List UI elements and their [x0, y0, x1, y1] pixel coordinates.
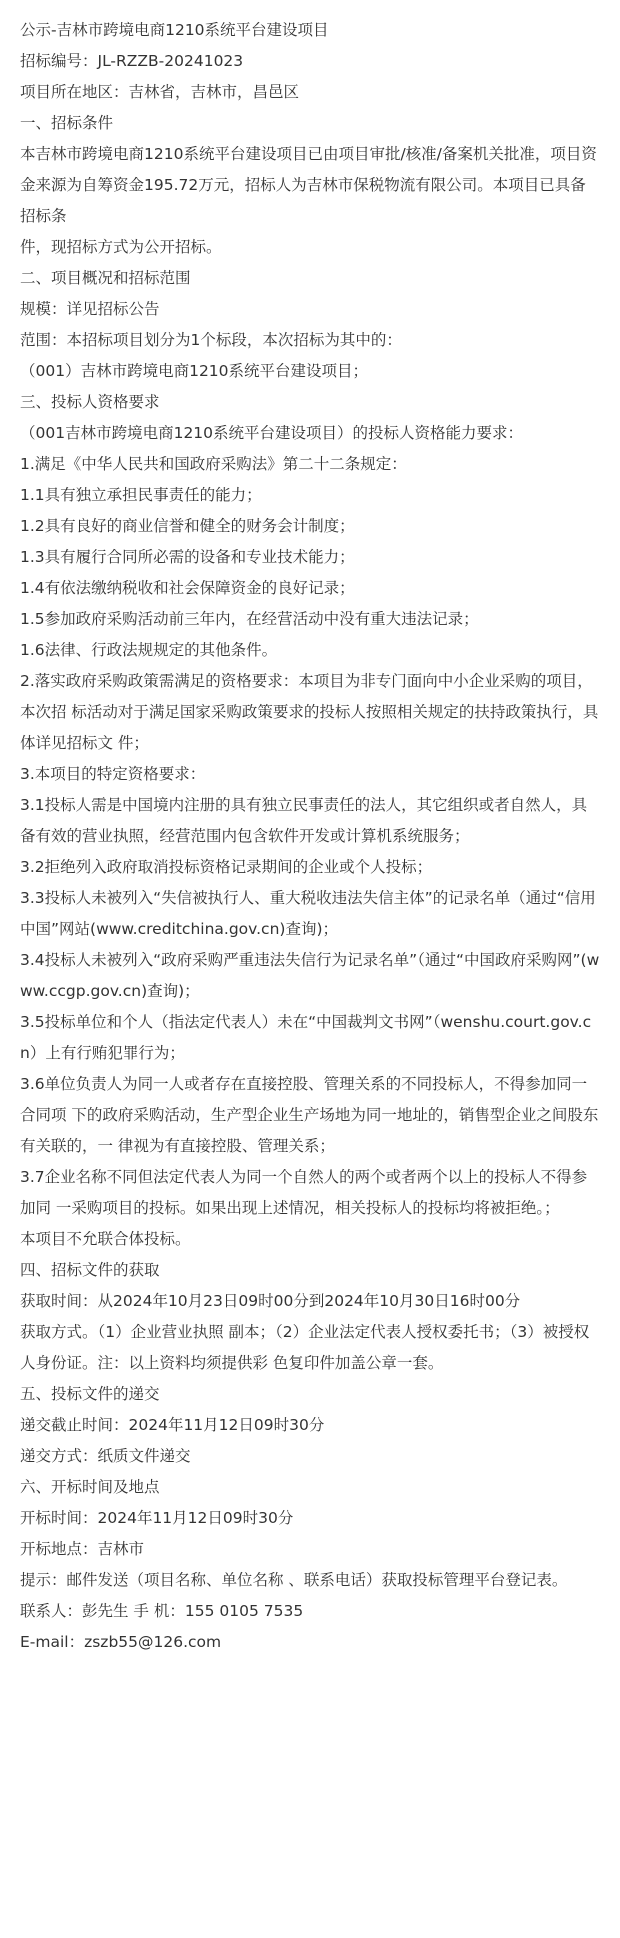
- obtain-time: 获取时间：从2024年10月23日09时00分到2024年10月30日16时00分: [20, 1292, 521, 1310]
- requirement-item: 3.3投标人未被列入“失信被执行人、重大税收违法失信主体”的记录名单（通过“信用中国”网站(www.creditchina.gov.cn)查询)；: [20, 889, 596, 938]
- requirement-item: 3.5投标单位和个人（指法定代表人）未在“中国裁判文书网”（wenshu.court.gov.cn）上有行贿犯罪行为；: [20, 1013, 592, 1062]
- submission-deadline: 递交截止时间：2024年11月12日09时30分: [20, 1416, 325, 1434]
- tender-conditions-paragraph: 本吉林市跨境电商1210系统平台建设项目已由项目审批/核准/备案机关批准，项目资 金来源为自筹资金195.72万元，招标人为吉林市保税物流有限公司。本项目已具备招标条: [20, 145, 597, 225]
- project-scope: 范围：本招标项目划分为1个标段，本次招标为其中的：: [20, 331, 402, 349]
- requirement-item: 1.1具有独立承担民事责任的能力；: [20, 486, 262, 504]
- section-heading-tender-conditions: 一、招标条件: [20, 114, 114, 132]
- registration-tip: 提示：邮件发送（项目名称、单位名称 、联系电话）获取投标管理平台登记表。: [20, 1571, 568, 1589]
- opening-time: 开标时间：2024年11月12日09时30分: [20, 1509, 294, 1527]
- requirement-item: 3.7企业名称不同但法定代表人为同一个自然人的两个或者两个以上的投标人不得参加同 一采购项目的投标。如果出现上述情况，相关投标人的投标均将被拒绝。；: [20, 1168, 588, 1217]
- requirement-item: 2.落实政府采购政策需满足的资格要求：本项目为非专门面向中小企业采购的项目，本次招 标活动对于满足国家采购政策要求的投标人按照相关规定的扶持政策执行，具体详见招标文 件；: [20, 672, 599, 752]
- requirement-item: 1.4有依法缴纳税收和社会保障资金的良好记录；: [20, 579, 355, 597]
- project-location: 项目所在地区：吉林省，吉林市，昌邑区: [20, 83, 300, 101]
- requirement-item: 3.6单位负责人为同一人或者存在直接控股、管理关系的不同投标人，不得参加同一合同项 下的政府采购活动，生产型企业生产场地为同一地址的，销售型企业之间股东有关联的，一 律视为有直接控股、管理关系；: [20, 1075, 599, 1155]
- requirement-item: 1.3具有履行合同所必需的设备和专业技术能力；: [20, 548, 355, 566]
- section-heading-obtain-documents: 四、招标文件的获取: [20, 1261, 160, 1279]
- requirement-item: 3.本项目的特定资格要求：: [20, 765, 206, 783]
- requirement-item: 3.4投标人未被列入“政府采购严重违法失信行为记录名单”（通过“中国政府采购网”(www.ccgp.gov.cn)查询)；: [20, 951, 600, 1000]
- requirement-item: 3.1投标人需是中国境内注册的具有独立民事责任的法人，其它组织或者自然人，具备有效的营业执照，经营范围内包含软件开发或计算机系统服务；: [20, 796, 588, 845]
- project-scale: 规模：详见招标公告: [20, 300, 160, 318]
- section-heading-project-overview: 二、项目概况和招标范围: [20, 269, 191, 287]
- requirement-item: 1.2具有良好的商业信誉和健全的财务会计制度；: [20, 517, 355, 535]
- requirement-item: 1.5参加政府采购活动前三年内，在经营活动中没有重大违法记录；: [20, 610, 479, 628]
- contact-email: E-mail：zszb55@126.com: [20, 1633, 222, 1651]
- requirement-item: 1.满足《中华人民共和国政府采购法》第二十二条规定：: [20, 455, 407, 473]
- opening-location: 开标地点：吉林市: [20, 1540, 145, 1558]
- requirement-item: 1.6法律、行政法规规定的其他条件。: [20, 641, 278, 659]
- obtain-method: 获取方式。（1）企业营业执照 副本；（2）企业法定代表人授权委托书；（3）被授权人身份证。注：以上资料均须提供彩 色复印件加盖公章一套。: [20, 1323, 590, 1372]
- requirement-item: 3.2拒绝列入政府取消投标资格记录期间的企业或个人投标；: [20, 858, 433, 876]
- tender-method-line: 件，现招标方式为公开招标。: [20, 238, 222, 256]
- qualifications-intro: （001吉林市跨境电商1210系统平台建设项目）的投标人资格能力要求：: [20, 424, 524, 442]
- submission-method: 递交方式：纸质文件递交: [20, 1447, 191, 1465]
- tender-number: 招标编号：JL-RZZB-20241023: [20, 52, 244, 70]
- section-heading-bidder-qualifications: 三、投标人资格要求: [20, 393, 160, 411]
- section-heading-submission: 五、投标文件的递交: [20, 1385, 160, 1403]
- joint-bid-note: 本项目不允联合体投标。: [20, 1230, 191, 1248]
- announcement-title: 公示-吉林市跨境电商1210系统平台建设项目: [20, 21, 329, 39]
- contact-person: 联系人：彭先生 手 机：155 0105 7535: [20, 1602, 304, 1620]
- lot-item: （001）吉林市跨境电商1210系统平台建设项目；: [20, 362, 369, 380]
- section-heading-opening: 六、开标时间及地点: [20, 1478, 160, 1496]
